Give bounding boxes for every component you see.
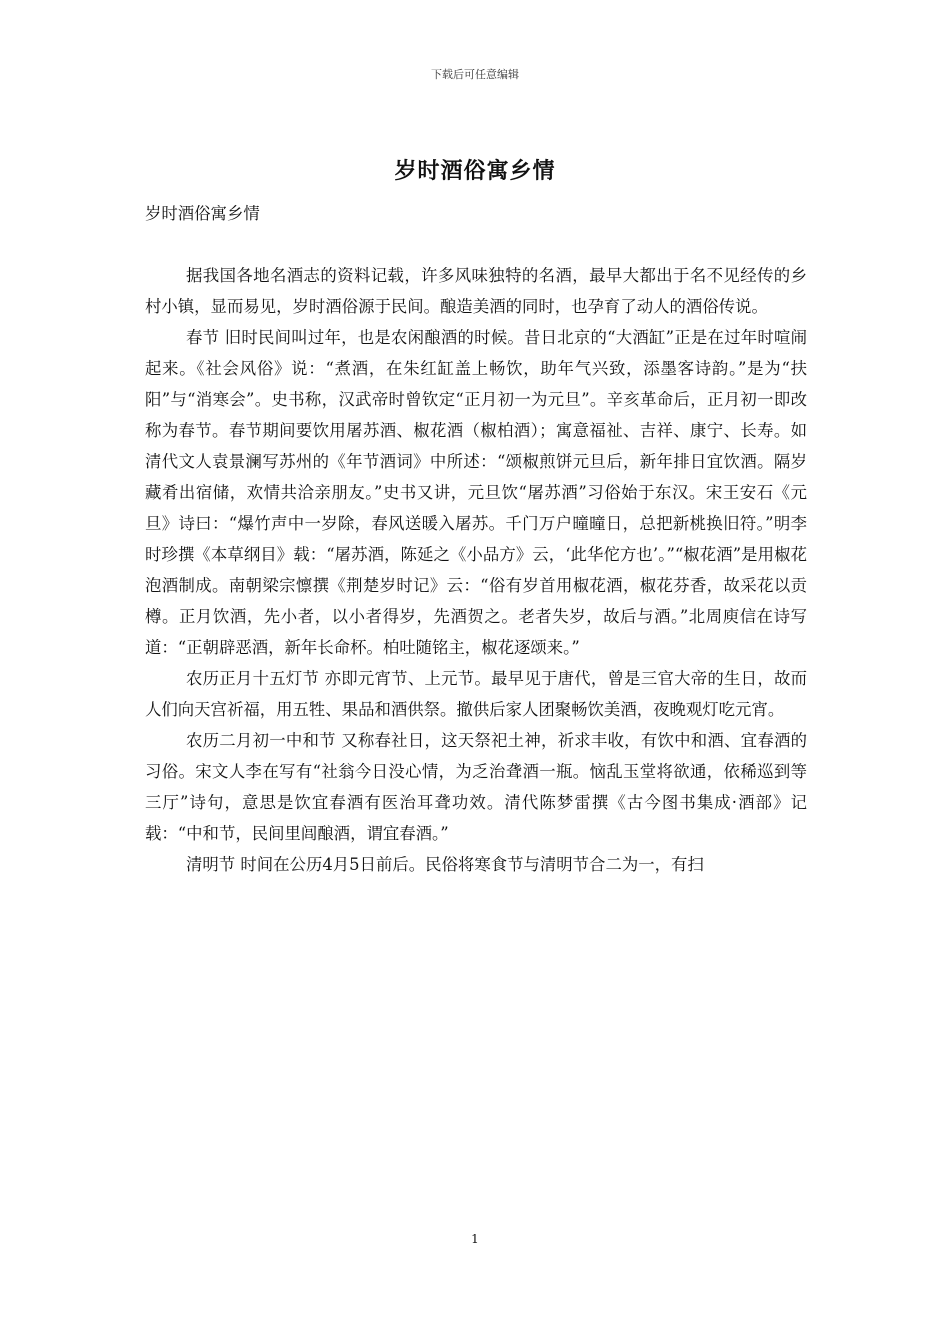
document-subtitle: 岁时酒俗寓乡情 — [145, 204, 260, 223]
document-title: 岁时酒俗寓乡情 — [394, 158, 556, 184]
paragraph-spring-festival: 春节 旧时民间叫过年，也是农闲酿酒的时候。昔日北京的“大酒缸”正是在过年时喧闹起来。《社会风俗》说：“煮酒，在朱红缸盖上畅饮，助年气兴致，添墨客诗韵。”是为“扶阳”与“消寒会”。史书称，汉武帝时曾钦定“正月初一为元旦”。辛亥革命后，正月初一即改称为春节。春节期间要饮用屠苏酒、椒花酒（椒柏酒）；寓意福祉、吉祥、康宁、长寿。如清代文人袁景澜写苏州的《年节酒词》中所述：“颂椒煎饼元旦后，新年排日宜饮酒。隔岁藏肴出宿储，欢情共洽亲朋友。”史书又讲，元旦饮“屠苏酒”习俗始于东汉。宋王安石《元旦》诗曰：“爆竹声中一岁除，春风送暖入屠苏。千门万户曈曈日，总把新桃换旧符。”明李时珍撰《本草纲目》载：“屠苏酒，陈延之《小品方》云，‘此华佗方也’。”“椒花酒”是用椒花泡酒制成。南朝梁宗懔撰《荆楚岁时记》云：“俗有岁首用椒花酒，椒花芬香，故采花以贡樽。正月饮酒，先小者，以小者得岁，先酒贺之。老者失岁，故后与酒。”北周庾信在诗写道：“正朝辟恶酒，新年长命杯。柏吐随铭主，椒花逐颂来。” — [145, 328, 807, 657]
paragraph-lantern-festival: 农历正月十五灯节 亦即元宵节、上元节。最早见于唐代，曾是三官大帝的生日，故而人们向天宫祈福，用五牲、果品和酒供祭。撤供后家人团聚畅饮美酒，夜晚观灯吃元宵。 — [145, 669, 807, 719]
paragraph-qingming-festival: 清明节 时间在公历4月5日前后。民俗将寒食节与清明节合二为一，有扫 — [186, 855, 704, 874]
paragraph-zhonghe-festival: 农历二月初一中和节 又称春社日，这天祭祀土神，祈求丰收，有饮中和酒、宜春酒的习俗。宋文人李在写有“社翁今日没心情，为乏治聋酒一瓶。恼乱玉堂将欲通，依稀巡到等三厅”诗句，意思是饮宜春酒有医治耳聋功效。清代陈梦雷撰《古今图书集成·酒部》记载：“中和节，民间里闾酿酒，谓宜春酒。” — [145, 731, 807, 843]
document-body — [145, 198, 807, 880]
paragraph-intro: 据我国各地名酒志的资料记载，许多风味独特的名酒，最早大都出于名不见经传的乡村小镇，显而易见，岁时酒俗源于民间。酿造美酒的同时，也孕育了动人的酒俗传说。 — [145, 266, 807, 316]
page-header-note: 下载后可任意编辑 — [431, 68, 519, 81]
page-number: 1 — [471, 1232, 479, 1246]
